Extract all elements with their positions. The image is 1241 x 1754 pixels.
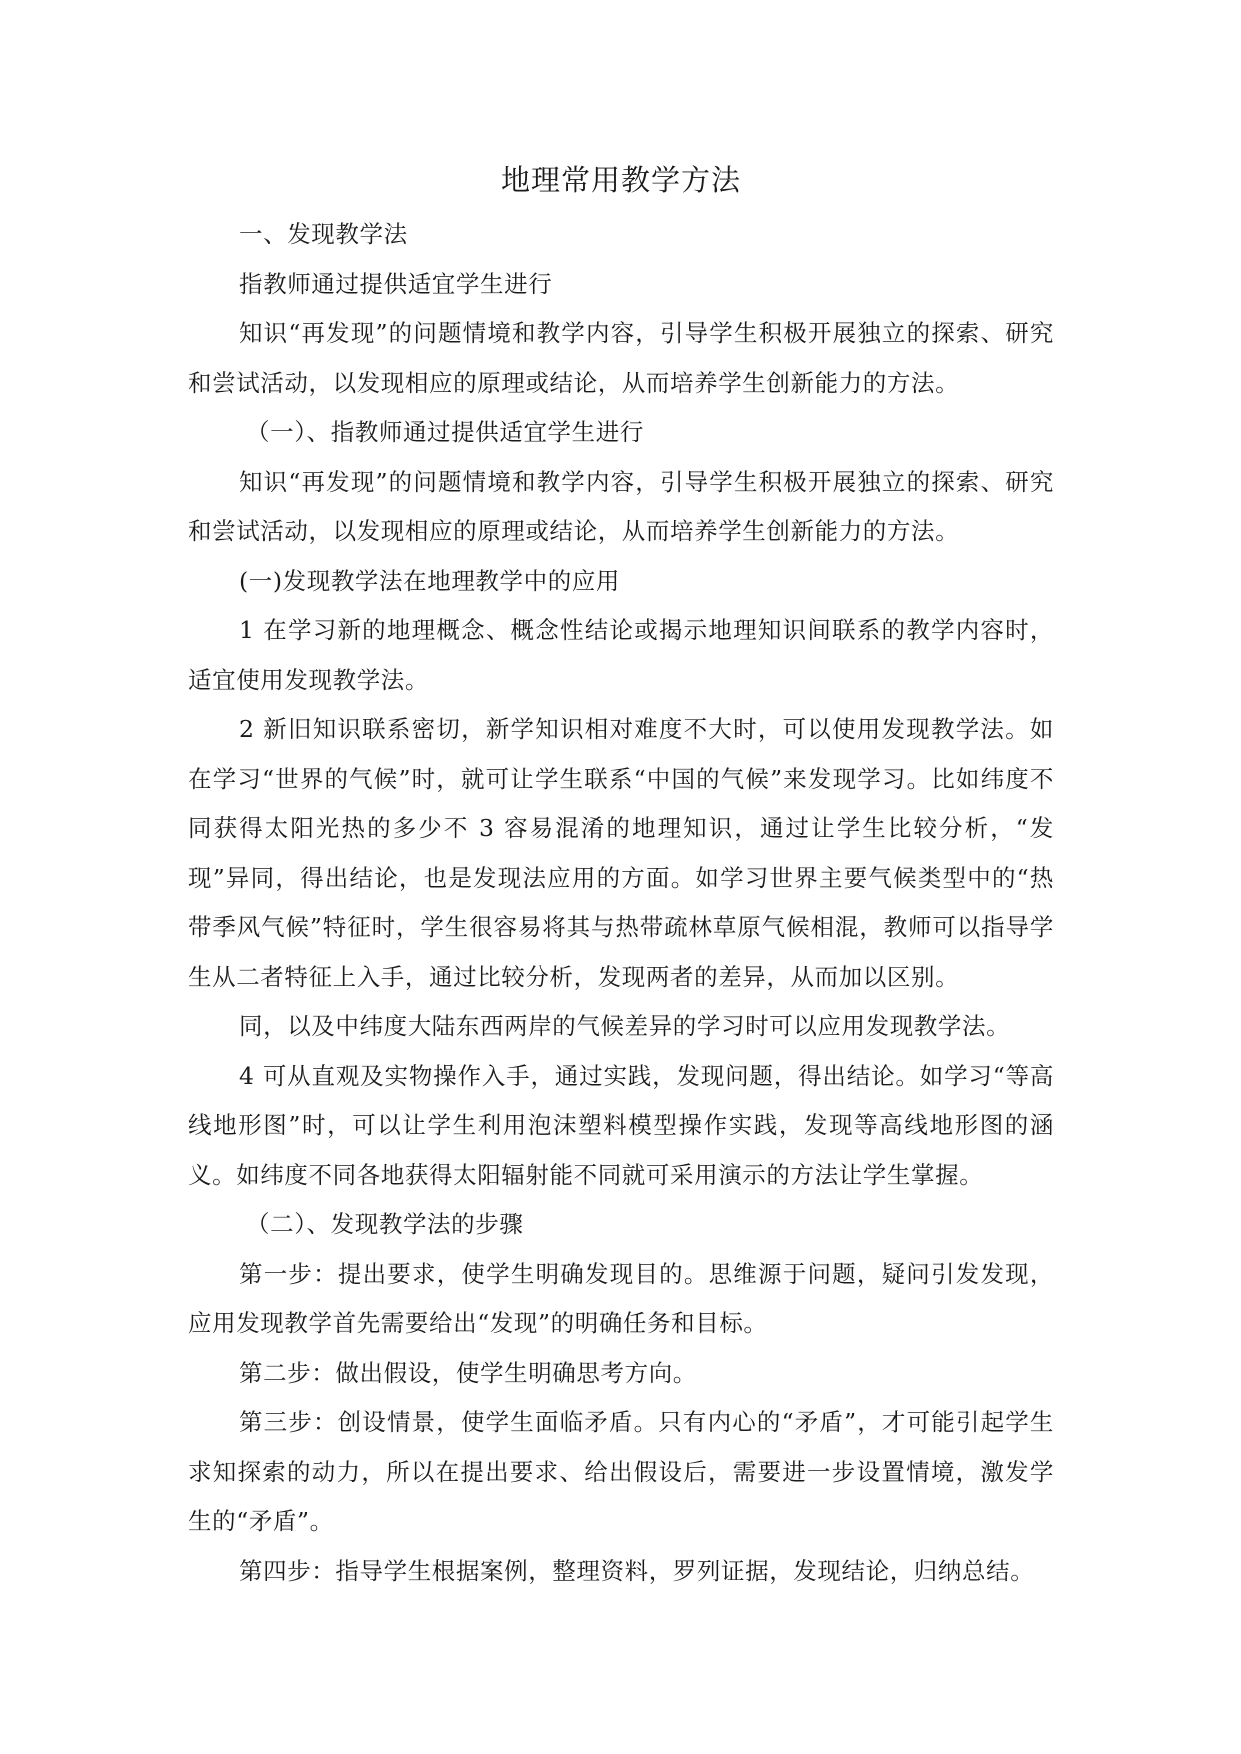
paragraph-point-continued: 同，以及中纬度大陆东西两岸的气候差异的学习时可以应用发现教学法。 [239, 1012, 1011, 1040]
paragraph-point-1: 1 在学习新的地理概念、概念性结论或揭示地理知识间联系的教学内容时，适宜使用发现教学法。 [188, 616, 1054, 694]
subsection-heading-one: （一）、指教师通过提供适宜学生进行 [246, 418, 644, 446]
subsection-heading-steps: （二）、发现教学法的步骤 [246, 1210, 524, 1238]
subsection-heading-application: (一)发现教学法在地理教学中的应用 [239, 566, 621, 595]
paragraph-step-2: 第二步：做出假设，使学生明确思考方向。 [239, 1358, 697, 1387]
paragraph-point-4: 4 可从直观及实物操作入手，通过实践，发现问题，得出结论。如学习“等高线地形图”时，可以让学生利用泡沫塑料模型操作实践，发现等高线地形图的涵义。如纬度不同各地获得太阳辐射能不同就可采用演示的方法让学生掌握。 [188, 1061, 1054, 1189]
paragraph-step-4: 第四步：指导学生根据案例，整理资料，罗列证据，发现结论，归纳总结。 [239, 1556, 1035, 1585]
document-title: 地理常用教学方法 [500, 163, 741, 197]
paragraph-definition: 知识“再发现”的问题情境和教学内容，引导学生积极开展独立的探索、研究和尝试活动，以发现相应的原理或结论，从而培养学生创新能力的方法。 [188, 319, 1054, 397]
paragraph-point-2: 2 新旧知识联系密切，新学知识相对难度不大时，可以使用发现教学法。如在学习“世界的气候”时，就可让学生联系“中国的气候”来发现学习。比如纬度不同获得太阳光热的多少不 3 容易混淆的地理知识，通过让学生比较分析，“发现”异同，得出结论，也是发现法应用的方面。如学习世界主要气候类型中的“热带季风气候”特征时，学生很容易将其与热带疏林草原气候相混，教师可以指导学生从二者特征上入手，通过比较分析，发现两者的差异，从而加以区别。 [188, 715, 1054, 991]
paragraph-step-3: 第三步：创设情景，使学生面临矛盾。只有内心的“矛盾”，才可能引起学生求知探索的动力，所以在提出要求、给出假设后，需要进一步设置情境，激发学生的“矛盾”。 [188, 1408, 1054, 1535]
document-body [188, 156, 1054, 1596]
paragraph-step-1: 第一步：提出要求，使学生明确发现目的。思维源于问题，疑问引发发现，应用发现教学首先需要给出“发现”的明确任务和目标。 [188, 1259, 1054, 1337]
section-heading-discovery: 一、发现教学法 [239, 220, 408, 248]
paragraph-definition-repeat: 知识“再发现”的问题情境和教学内容，引导学生积极开展独立的探索、研究和尝试活动，以发现相应的原理或结论，从而培养学生创新能力的方法。 [188, 467, 1054, 545]
paragraph-definition-lead: 指教师通过提供适宜学生进行 [239, 269, 553, 298]
